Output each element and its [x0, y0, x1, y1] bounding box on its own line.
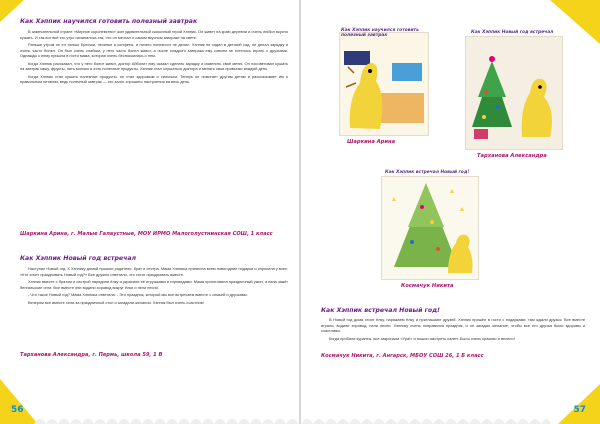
paragraph: Вечером все вместе сели за праздничный стол и загадали желания. Хэппик был очень счастлив! — [28, 299, 204, 305]
child-drawing — [381, 176, 479, 280]
child-drawing — [339, 32, 429, 136]
story-title: Как Хэппик Новый год встречал — [20, 255, 137, 262]
yellow-corner-decoration — [554, 380, 600, 424]
paragraph: Наступил Новый год. К Хэппику домой пришли родители, брат и сестра. Мама Хэппика принесла всем новогодние подарки и спросила у всех: «Кто хочет праздновать Новый год?» Все дружно ответили, что хотят праздновать вместе. — [20, 266, 288, 277]
paragraph: Когда Хэппик стал кушать полезные продукты, он стал здоровым и сильным. Теперь он помогает другим детям и рассказывает им о правильном питании, ведь полезный завтрак — это залог хорошего настроения на весь день. — [20, 73, 288, 84]
child-drawing — [465, 36, 563, 150]
drawing-author: Шаркина Арина — [347, 139, 396, 145]
lace-border-decoration — [34, 410, 299, 424]
paragraph: Хэппик вместе с братом и сестрой нарядили ёлку и украсили её игрушками и гирляндами. Мама приготовила праздничный ужин, а папа зажёг бенгальские огни. Все вместе они водили хоровод вокруг ёлки и пели песни. — [20, 279, 288, 290]
drawing-heading: Как Хэппик встречал Новый год! — [385, 170, 470, 175]
author-credit: Тарханова Александра, г. Пермь, школа 59, 1 В — [20, 352, 163, 358]
paragraph: Когда пробили куранты, все закричали «Ура!» и пошли смотреть салют. Было очень красиво и весело! — [329, 335, 515, 341]
story-text — [20, 266, 288, 307]
page-number: 56 — [11, 405, 24, 415]
page-left — [0, 0, 299, 424]
author-credit: Космачук Никита, г. Ангарск, МБОУ СОШ 26, 1 Б класс — [321, 353, 484, 359]
author-credit: Шаркина Арина, г. Малые Галаустные, МОУ ИРМО Малоголустнинская СОШ, 1 класс — [20, 231, 273, 237]
paragraph: Когда Хэппик рассказал, что у него болит живот, доктор Айболит ему сказал сделать зарядку и изменить своё меню. Он посоветовал кушать на завтрак кашу, фрукты, пить молоко и есть полезные продукты. Хэппик стал слушаться доктора и менять свои привычки каждый день. — [20, 60, 288, 71]
paragraph: В замечательной стране «Мирное королевство» жил удивительный сказочный герой Хэппик. Он живет на краю деревни и очень любил вкусно кушать. И так вот всё его утро начиналось так, что он мечтал о самом вкусном завтраке на свете. — [20, 29, 288, 40]
drawing-author: Космачук Никита — [401, 283, 454, 289]
drawing-heading: Как Хэппик Новый год встречал — [471, 30, 554, 35]
story-title: Как Хэппик встречал Новый год! — [321, 307, 440, 314]
lace-border-decoration — [301, 410, 551, 424]
drawing-art — [466, 37, 562, 149]
paragraph: Раньше утром он ел только булочки, печенье и конфеты, и ничего полезного не делал. Хэппик не ходил в детский сад, не делал зарядку и очень часто болел. Он был очень слабым, у него часто болел живот, а после сладкого завтрака ему совсем не хотелось играть с друзьями. Однажды к нему пришла в гости мама, которая очень беспокоилась о нем. — [20, 42, 288, 58]
drawing-art — [340, 33, 428, 135]
story-text — [20, 29, 288, 87]
page-number: 57 — [573, 405, 586, 415]
page-right — [301, 0, 600, 424]
paragraph: - Что такое Новый год? Мама Хэппика ответила: - Это праздник, который мы все встречаем вместе с семьей и друзьями. — [28, 292, 248, 297]
drawing-art — [382, 177, 478, 279]
paragraph: В Новый год дома стоит ёлку, наряжаем ёлку и приглашают друзей. Хэппик пришёл в гости с подарками, там ждали друзья. Все вместе играли, водили хоровод, пели песни. Хэппику очень понравился праздник, и он загадал желание, чтобы все его друзья были здоровы и счастливы. — [321, 317, 585, 333]
drawing-author: Тарханова Александра — [477, 153, 547, 159]
story-text — [321, 317, 585, 343]
story-title: Как Хэппик научился готовить полезный завтрак — [20, 18, 198, 25]
drawing-heading: Как Хэппик научился готовить полезный завтрак — [341, 28, 419, 38]
